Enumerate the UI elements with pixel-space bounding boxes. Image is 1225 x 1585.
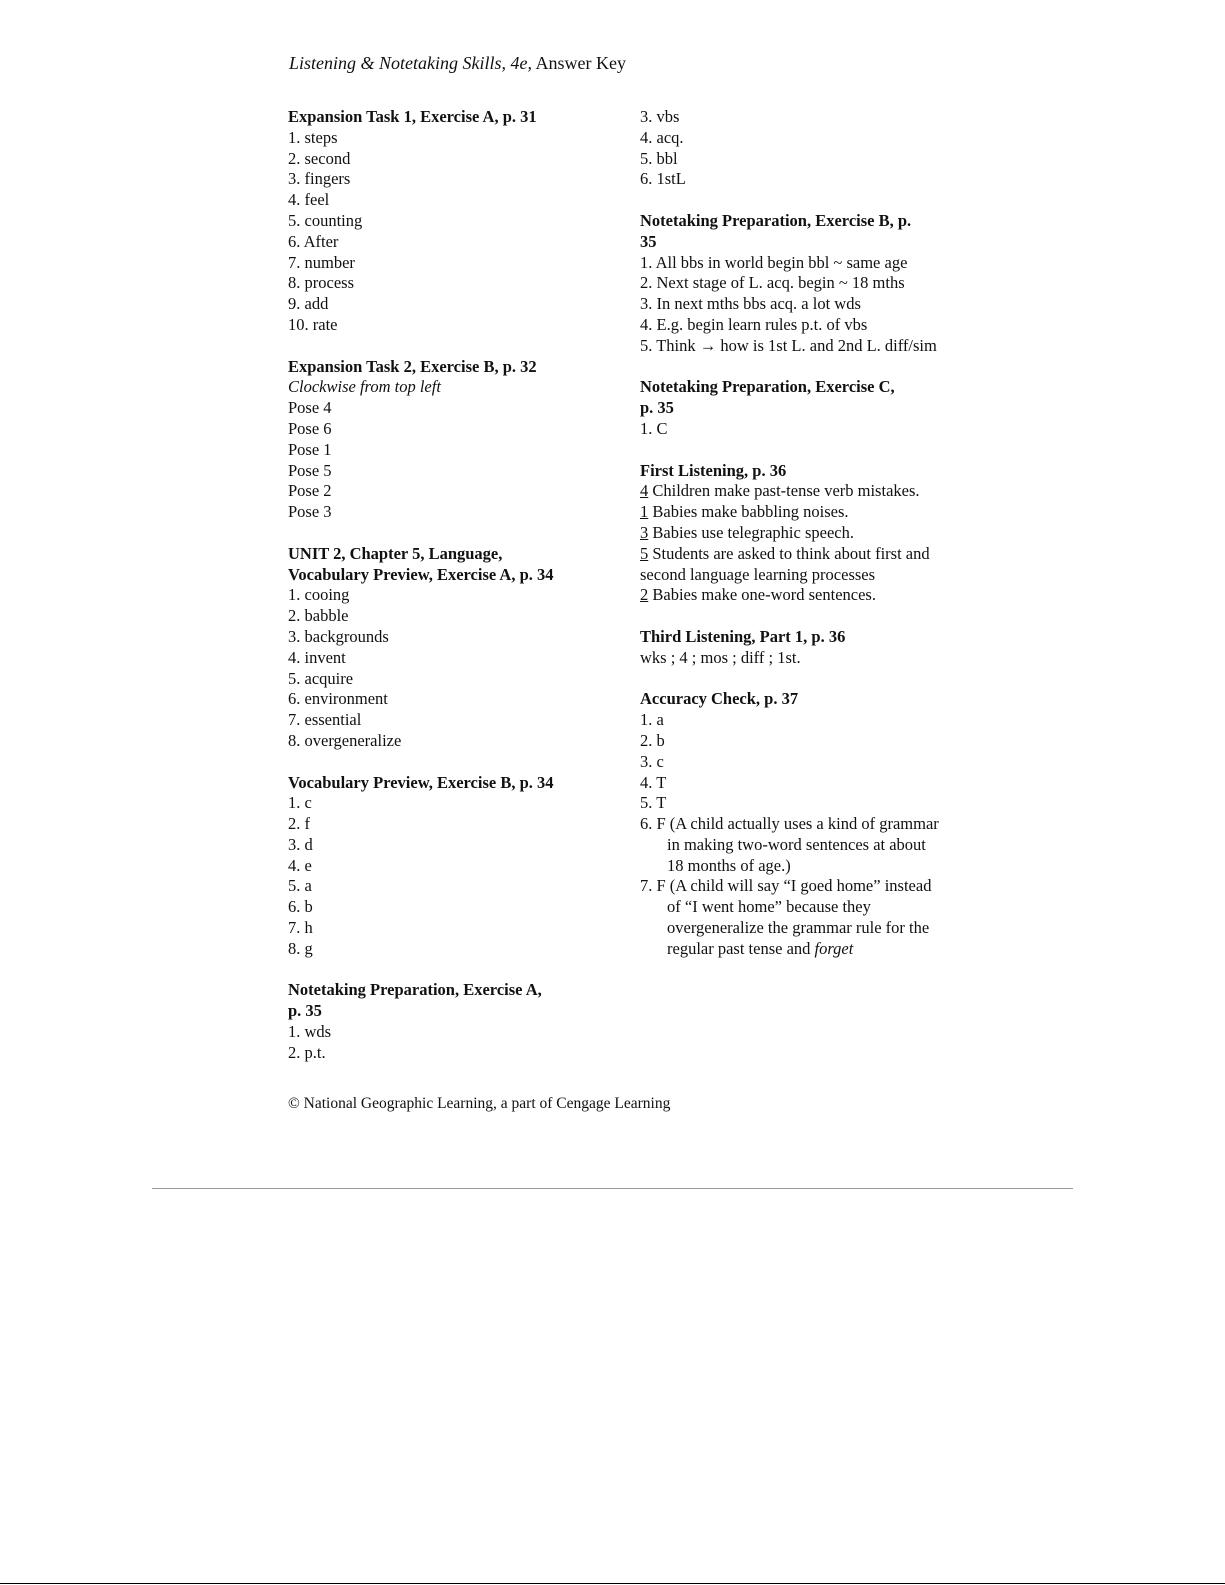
section-notetaking-b xyxy=(640,211,945,357)
right-column xyxy=(640,107,945,960)
list-item: 1. All bbs in world begin bbl ~ same age xyxy=(640,252,908,272)
section-notetaking-a xyxy=(288,980,608,1063)
list-item: 8. process xyxy=(288,273,354,293)
list-item: 1. cooing xyxy=(288,585,350,605)
list-item: Pose 6 xyxy=(288,418,332,438)
list-item: Pose 3 xyxy=(288,502,332,522)
item-text: Babies make babbling noises. xyxy=(648,502,849,522)
list-item: 3. d xyxy=(288,834,313,854)
item-text: Students are asked to think about first and second language learning processes xyxy=(640,543,930,584)
list-item: 1. C xyxy=(640,418,668,438)
list-item: 6. F (A child actually uses a kind of grammar in making two-word sentences at about 18 months of age.) xyxy=(640,814,939,875)
page-header xyxy=(289,50,626,76)
list-item: 5. acquire xyxy=(288,668,354,688)
section-third-listening xyxy=(640,627,945,669)
section-heading: Notetaking Preparation, Exercise B, p. xyxy=(640,210,912,230)
item-text: Children make past-tense verb mistakes. xyxy=(648,481,920,501)
list-item: 1. c xyxy=(288,793,312,813)
order-number: 1 xyxy=(640,502,649,522)
list-item: Pose 2 xyxy=(288,481,332,501)
list-item: 4. feel xyxy=(288,190,330,210)
list-item: 2. second xyxy=(288,148,351,168)
section-notetaking-a-continued xyxy=(640,107,945,190)
list-item: 5. a xyxy=(288,876,312,896)
item-text: 7. F (A child will say “I goed home” instead of “I went home” because they overgeneralize the grammar rule for the regular past tense and xyxy=(640,876,932,958)
section-expansion-task-2 xyxy=(288,357,608,523)
section-heading: Vocabulary Preview, Exercise A, p. 34 xyxy=(288,564,554,584)
item-text: Babies use telegraphic speech. xyxy=(648,522,854,542)
list-item: 3. In next mths bbs acq. a lot wds xyxy=(640,294,861,314)
list-item xyxy=(640,523,945,544)
list-item: Pose 5 xyxy=(288,460,332,480)
section-heading: Vocabulary Preview, Exercise B, p. 34 xyxy=(288,772,554,792)
order-number: 5 xyxy=(640,543,649,563)
order-number: 2 xyxy=(640,585,649,605)
section-accuracy-check xyxy=(640,689,945,959)
list-item: 2. f xyxy=(288,814,310,834)
item-text: Babies make one-word sentences. xyxy=(648,585,876,605)
list-item: 5. T xyxy=(640,793,667,813)
list-item: 7. h xyxy=(288,918,313,938)
header-title-italic: Listening & Notetaking Skills, 4e, xyxy=(289,53,532,73)
order-number: 4 xyxy=(640,481,649,501)
section-heading: p. 35 xyxy=(640,398,674,418)
section-vocabulary-preview-a xyxy=(288,544,608,752)
section-expansion-task-1 xyxy=(288,107,608,336)
list-item: 6. environment xyxy=(288,689,388,709)
list-item xyxy=(640,876,945,959)
section-heading: Notetaking Preparation, Exercise A, xyxy=(288,980,542,1000)
list-item xyxy=(640,585,945,606)
list-item: 5. Think → how is 1st L. and 2nd L. diff/sim xyxy=(640,335,937,355)
list-item: 2. b xyxy=(640,730,665,750)
section-heading: UNIT 2, Chapter 5, Language, xyxy=(288,543,503,563)
list-item: 1. wds xyxy=(288,1022,332,1042)
list-item: 2. Next stage of L. acq. begin ~ 18 mths xyxy=(640,273,905,293)
section-vocabulary-preview-b xyxy=(288,773,608,960)
section-heading: Accuracy Check, p. 37 xyxy=(640,689,799,709)
list-item: 3. fingers xyxy=(288,169,351,189)
list-item: 6. b xyxy=(288,897,313,917)
section-heading: Third Listening, Part 1, p. 36 xyxy=(640,626,846,646)
list-item xyxy=(640,544,945,586)
section-heading: Expansion Task 1, Exercise A, p. 31 xyxy=(288,107,537,126)
section-first-listening xyxy=(640,461,945,607)
list-item: 4. e xyxy=(288,855,312,875)
list-item: 1. a xyxy=(640,710,664,730)
section-heading: First Listening, p. 36 xyxy=(640,460,787,480)
list-item: 4. E.g. begin learn rules p.t. of vbs xyxy=(640,314,868,334)
list-item: 4. T xyxy=(640,772,667,792)
list-item xyxy=(640,481,945,502)
list-item: 3. vbs xyxy=(640,107,680,126)
list-item: Pose 1 xyxy=(288,439,332,459)
list-item: 6. 1stL xyxy=(640,169,686,189)
list-item: 2. p.t. xyxy=(288,1042,326,1062)
list-item: 3. c xyxy=(640,751,664,771)
list-item: 7. number xyxy=(288,252,355,272)
section-heading: p. 35 xyxy=(288,1001,322,1021)
list-item: 5. counting xyxy=(288,210,363,230)
list-item: 10. rate xyxy=(288,314,338,334)
item-text-italic: forget xyxy=(814,938,854,958)
list-item: 9. add xyxy=(288,294,329,314)
section-heading: 35 xyxy=(640,231,657,251)
list-item: 7. essential xyxy=(288,710,362,730)
section-heading: Expansion Task 2, Exercise B, p. 32 xyxy=(288,356,537,376)
list-item: 2. babble xyxy=(288,606,349,626)
list-item: 6. After xyxy=(288,231,339,251)
page-footer: © National Geographic Learning, a part of Cengage Learning xyxy=(288,1095,671,1112)
list-item: Pose 4 xyxy=(288,398,332,418)
section-heading: Notetaking Preparation, Exercise C, xyxy=(640,377,895,397)
header-title-rest: Answer Key xyxy=(531,53,626,73)
section-notetaking-c xyxy=(640,377,945,439)
order-number: 3 xyxy=(640,522,649,542)
bottom-border xyxy=(0,1583,1225,1584)
answer-line: wks ; 4 ; mos ; diff ; 1st. xyxy=(640,647,801,667)
list-item: 3. backgrounds xyxy=(288,626,389,646)
list-item: 1. steps xyxy=(288,127,338,147)
section-subtitle: Clockwise from top left xyxy=(288,377,441,397)
page-divider xyxy=(152,1188,1073,1189)
list-item: 5. bbl xyxy=(640,148,678,168)
list-item: 8. overgeneralize xyxy=(288,730,402,750)
list-item: 4. acq. xyxy=(640,127,684,147)
list-item: 8. g xyxy=(288,938,313,958)
list-item: 4. invent xyxy=(288,647,346,667)
list-item xyxy=(640,502,945,523)
left-column xyxy=(288,107,608,1064)
